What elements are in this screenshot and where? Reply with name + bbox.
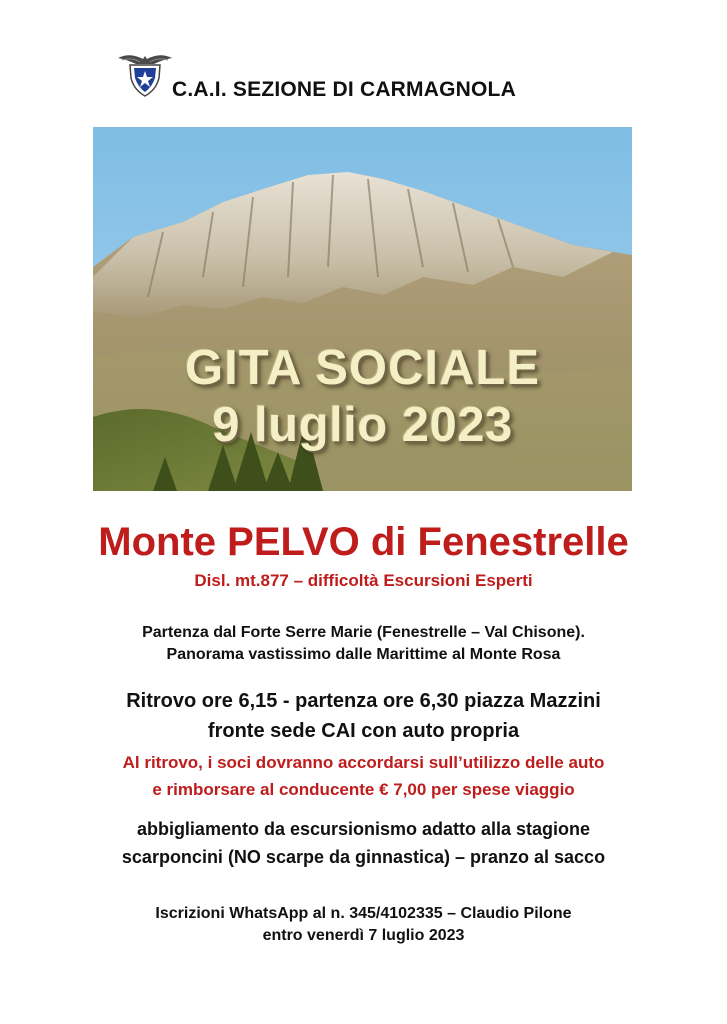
header (116, 50, 636, 100)
registration-info (0, 903, 727, 947)
event-title: Monte PELVO di Fenestrelle (98, 520, 629, 564)
registration-line: entro venerdì 7 luglio 2023 (262, 927, 465, 944)
registration-line: Iscrizioni WhatsApp al n. 345/4102335 – Claudio Pilone (155, 905, 572, 922)
car-note-line: e rimborsare al conducente € 7,00 per spese viaggio (152, 780, 575, 799)
description-line: Panorama vastissimo dalle Marittime al Monte Rosa (166, 646, 561, 663)
gear-line: abbigliamento da escursionismo adatto alla stagione (136, 819, 591, 839)
description (0, 622, 727, 666)
gear-info (0, 815, 727, 871)
gear-line: scarponcini (NO scarpe da ginnastica) – pranzo al sacco (121, 847, 606, 867)
meeting-info (0, 686, 727, 746)
org-name: C.A.I. SEZIONE DI CARMAGNOLA (172, 78, 516, 101)
meeting-line: fronte sede CAI con auto propria (207, 720, 520, 742)
event-date-overlay: 9 luglio 2023 (212, 398, 513, 452)
description-line: Partenza dal Forte Serre Marie (Fenestrelle – Val Chisone). (142, 624, 585, 641)
event-type-overlay: GITA SOCIALE (185, 341, 540, 395)
car-note-line: Al ritrovo, i soci dovranno accordarsi sull’utilizzo delle auto (122, 753, 605, 772)
meeting-line: Ritrovo ore 6,15 - partenza ore 6,30 piazza Mazzini (126, 690, 601, 712)
car-note (0, 749, 727, 803)
mountain-photo (93, 127, 632, 491)
event-subtitle: Disl. mt.877 – difficoltà Escursioni Esperti (194, 571, 533, 590)
cai-logo-icon (116, 50, 174, 100)
